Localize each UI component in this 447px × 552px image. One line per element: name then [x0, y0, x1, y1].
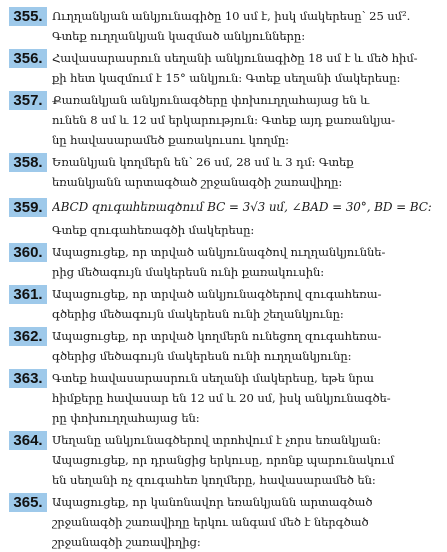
problem-line: շրջանագծի շառավիղը երկու անգամ մեծ է ներգծած	[52, 515, 369, 529]
problem-356	[9, 48, 439, 88]
problem-number: 358.	[9, 153, 47, 172]
problem-365	[9, 492, 439, 552]
problem-text	[52, 326, 439, 366]
problem-number: 364.	[9, 431, 47, 450]
problem-line: Գտեք ուղղանկյան կազմած անկյունները:	[52, 29, 305, 43]
problem-line: գծերից մեծագույն մակերեսն ունի շեղանկյունը:	[52, 307, 344, 321]
problem-text	[52, 90, 439, 150]
problem-number: 356.	[9, 49, 47, 68]
problem-number: 365.	[9, 493, 47, 512]
problem-line: Սեղանը անկյունագծերով տրոհվում է չորս եռանկյան:	[52, 433, 381, 447]
problem-text	[52, 152, 439, 192]
problem-364	[9, 430, 439, 490]
problem-number: 359.	[9, 198, 47, 217]
problem-361	[9, 284, 439, 324]
problem-line: Ուղղանկյան անկյունագիծը 10 սմ է, իսկ մակերեսը՝ 25 սմ².	[52, 9, 411, 23]
problem-line: Քառանկյան անկյունագծերը փոխուղղահայաց են և	[52, 93, 370, 107]
problem-line: եռանկյանն արտագծած շրջանագծի շառավիղը:	[52, 175, 343, 189]
problem-number: 360.	[9, 243, 47, 262]
problem-number: 361.	[9, 285, 47, 304]
problem-line: քի հետ կազմում է 15° անկյուն: Գտեք սեղանի մակերեսը:	[52, 71, 401, 85]
problem-line: շրջանագծի շառավիղից:	[52, 535, 201, 549]
problem-360	[9, 242, 439, 282]
problem-number: 363.	[9, 369, 47, 388]
problem-line: են սեղանի ոչ զուգահեռ կողմերը, հավասարամեծ են:	[52, 473, 376, 487]
problem-line: Ապացուցեք, որ տրված անկյունագծերով զուգահեռա-	[52, 287, 382, 301]
problem-line: րից մեծագույն մակերեսն ունի քառակուսին:	[52, 265, 325, 279]
problem-formula: ABCD զուգահեռագծում BC = 3√3 սմ, ∠BAD = 30°, BD = BC:	[52, 200, 432, 214]
problem-line: Ապացուցեք, որ կանոնավոր եռանկյանն արտագծած	[52, 495, 373, 509]
problem-number: 355.	[9, 7, 47, 26]
problem-text	[52, 194, 439, 240]
problem-line: Եռանկյան կողմերն են՝ 26 սմ, 28 սմ և 3 դմ: Գտեք	[52, 155, 354, 169]
problem-line: Գտեք զուգահեռագծի մակերեսը:	[52, 223, 255, 237]
problem-text	[52, 6, 439, 46]
problem-line: Հավասարասրուն սեղանի անկյունագիծը 18 սմ է և մեծ հիմ-	[52, 51, 418, 65]
problem-line: Գտեք հավասարասրուն սեղանի մակերեսը, եթե նրա	[52, 371, 374, 385]
problem-357	[9, 90, 439, 150]
problem-line: ունեն 8 սմ և 12 սմ երկարություն: Գտեք այդ քառանկյա-	[52, 113, 395, 127]
problem-text	[52, 368, 439, 428]
problem-line: նը հավասարամեծ քառակուսու կողմը:	[52, 133, 289, 147]
problem-line: Ապացուցեք, որ տրված անկյունագծով ուղղանկյուննե-	[52, 245, 386, 259]
problem-text	[52, 242, 439, 282]
problem-363	[9, 368, 439, 428]
problem-number: 357.	[9, 91, 47, 110]
problem-358	[9, 152, 439, 192]
problem-362	[9, 326, 439, 366]
problem-359	[9, 194, 439, 240]
problem-line: գծերից մեծագույն մակերեսն ունի ուղղանկյունը:	[52, 349, 352, 363]
problem-text	[52, 492, 439, 552]
problem-text	[52, 284, 439, 324]
problem-text	[52, 430, 439, 490]
problem-text	[52, 48, 439, 88]
problem-line: րը փոխուղղահայաց են:	[52, 411, 200, 425]
problem-355	[9, 6, 439, 46]
problem-number: 362.	[9, 327, 47, 346]
problem-line: Ապացուցեք, որ դրանցից երկուսը, որոնք պարունակում	[52, 453, 395, 467]
problem-line: հիմքերը հավասար են 12 սմ և 20 սմ, իսկ անկյունագծե-	[52, 391, 391, 405]
problem-line: Ապացուցեք, որ տրված կողմերն ունեցող զուգահեռա-	[52, 329, 382, 343]
